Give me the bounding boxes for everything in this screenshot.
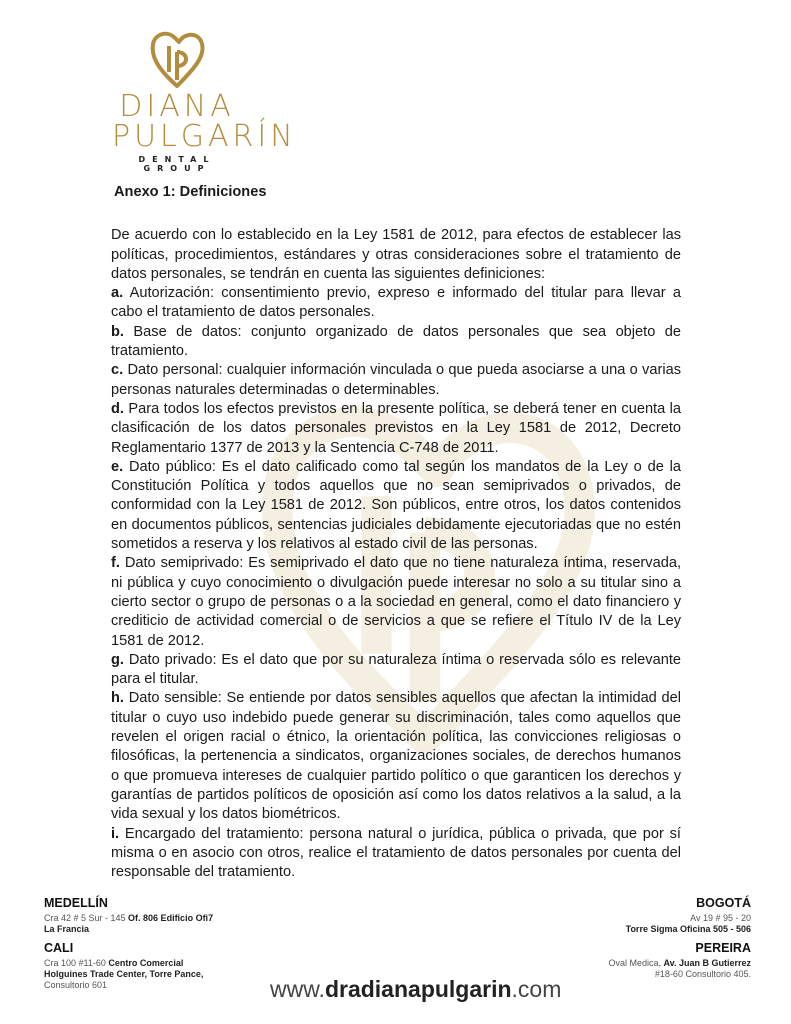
address-text: Of. 806 Edificio Ofi7 [128,913,214,923]
address-text: #18-60 Consultorio 405. [654,969,751,979]
address-text: Av. Juan B Gutierrez [663,958,751,968]
website-link[interactable] [270,976,561,1003]
definition-letter: d. [111,400,124,417]
definition-item [111,554,681,650]
city-bogota: BOGOTÁ [696,896,751,910]
city-medellin: MEDELLÍN [44,896,108,910]
address-text: Oval Medica, [608,958,664,968]
definition-letter: b. [111,323,124,340]
definition-item [111,400,681,458]
definition-letter: h. [111,690,124,707]
address-cali [44,958,213,991]
brand-name-line2: PULGARÍN [112,119,297,154]
address-pereira [608,958,751,980]
brand-subtitle: DENTAL GROUP [138,155,216,173]
definition-letter: e. [111,458,124,475]
definition-text: Base de datos: conjunto organizado de datos personales que sea objeto de tratamiento. [111,323,681,360]
address-text: Centro Comercial [108,958,184,968]
city-pereira: PEREIRA [695,941,751,955]
address-bogota [608,913,751,935]
definition-text: Dato personal: cualquier información vinculada o que pueda asociarse a una o varias personas naturales determinadas o determinables. [111,362,681,398]
brand-name-line1: DIANA [119,89,235,124]
footer-offices-left [44,898,213,999]
document-body [111,183,681,882]
definition-letter: c. [111,362,124,379]
definition-item [111,284,681,323]
definition-item [111,689,681,824]
address-text: Cra 100 #11-60 [44,958,109,968]
address-text: Cra 42 # 5 Sur - 145 [44,913,129,923]
address-medellin [44,913,213,935]
definition-text: Encargado del tratamiento: persona natural o jurídica, pública o privada, que por sí misma o en asocio con otros, realice el tratamiento de datos personales por cuenta del responsable del tratamiento. [111,825,681,881]
definition-letter: a. [111,285,124,302]
definitions-list [111,284,681,882]
definition-text: Para todos los efectos previstos en la presente política, se deberá tener en cuenta la clasificación de los datos personales previstos en la Ley 1581 de 2012, Decreto Reglamentario 1377 de 2013 y la Sentencia C-748 de 2011. [111,400,681,456]
definition-text: Dato sensible: Se entiende por datos sensibles aquellos que afectan la intimidad del titular o cuyo uso indebido puede generar su discriminación, tales como aquellos que revelen el origen racial o étnico, la orientación política, las convicciones religiosas o filosóficas, la pertenencia a sindicatos, organizaciones sociales, de derechos humanos o que promueva intereses de cualquier partido político o que garanticen los derechos y garantías de partidos políticos de oposición así como los datos relativos a la salud, a la vida sexual y los datos biométricos. [111,690,681,823]
definition-text: Dato privado: Es el dato que por su naturaleza íntima o reservada sólo es relevante para el titular. [111,651,681,688]
city-cali: CALI [44,941,74,955]
document-heading: Anexo 1: Definiciones [114,184,267,200]
definition-item [111,361,681,400]
website-suffix: .com [511,976,562,1002]
heart-logo-icon [147,26,207,92]
definition-letter: i. [111,825,120,842]
intro-paragraph: De acuerdo con lo establecido en la Ley 1581 de 2012, para efectos de establecer las políticas, procedimientos, estándares y otras consideraciones sobre el tratamiento de datos personales, se tendrán en cuenta las siguientes definiciones: [111,227,681,282]
address-text: La Francia [44,924,90,934]
definition-text: Dato semiprivado: Es semiprivado el dato que no tiene naturaleza íntima, reservada, ni pública y cuyo conocimiento o divulgación puede interesar no solo a su titular sino a cierto sector o grupo de personas o a la sociedad en general, como el dato financiero y crediticio de actividad comercial o de servicios a que se refiere el Título IV de la Ley 1581 de 2012. [111,555,681,649]
address-text: Consultorio 601 [44,980,108,990]
definition-letter: f. [111,555,120,572]
definition-text: Autorización: consentimiento previo, expreso e informado del titular para llevar a cabo el tratamiento de datos personales. [111,285,681,321]
footer-offices-right [608,898,751,988]
website-prefix: www. [270,976,325,1002]
definition-item [111,825,681,883]
address-text: Holguines Trade Center, Torre Pance, [44,969,204,979]
definition-item [111,323,681,362]
address-text: Torre Sigma Oficina 505 - 506 [625,924,751,934]
definition-item [111,651,681,690]
address-text: Av 19 # 95 - 20 [690,913,751,923]
brand-logo [112,26,297,173]
definition-letter: g. [111,651,124,668]
definition-item [111,458,681,554]
website-domain: dradianapulgarin [324,976,512,1002]
definition-text: Dato público: Es el dato calificado como tal según los mandatos de la Ley o de la Constitución Política y todos aquellos que no sean semiprivados o privados, de conformidad con la Ley 1581 de 2012. Son públicos, entre otros, los datos contenidos en documentos públicos, sentencias judiciales debidamente ejecutoriadas que no estén sometidos a reserva y los relativos al estado civil de las personas. [111,458,681,553]
